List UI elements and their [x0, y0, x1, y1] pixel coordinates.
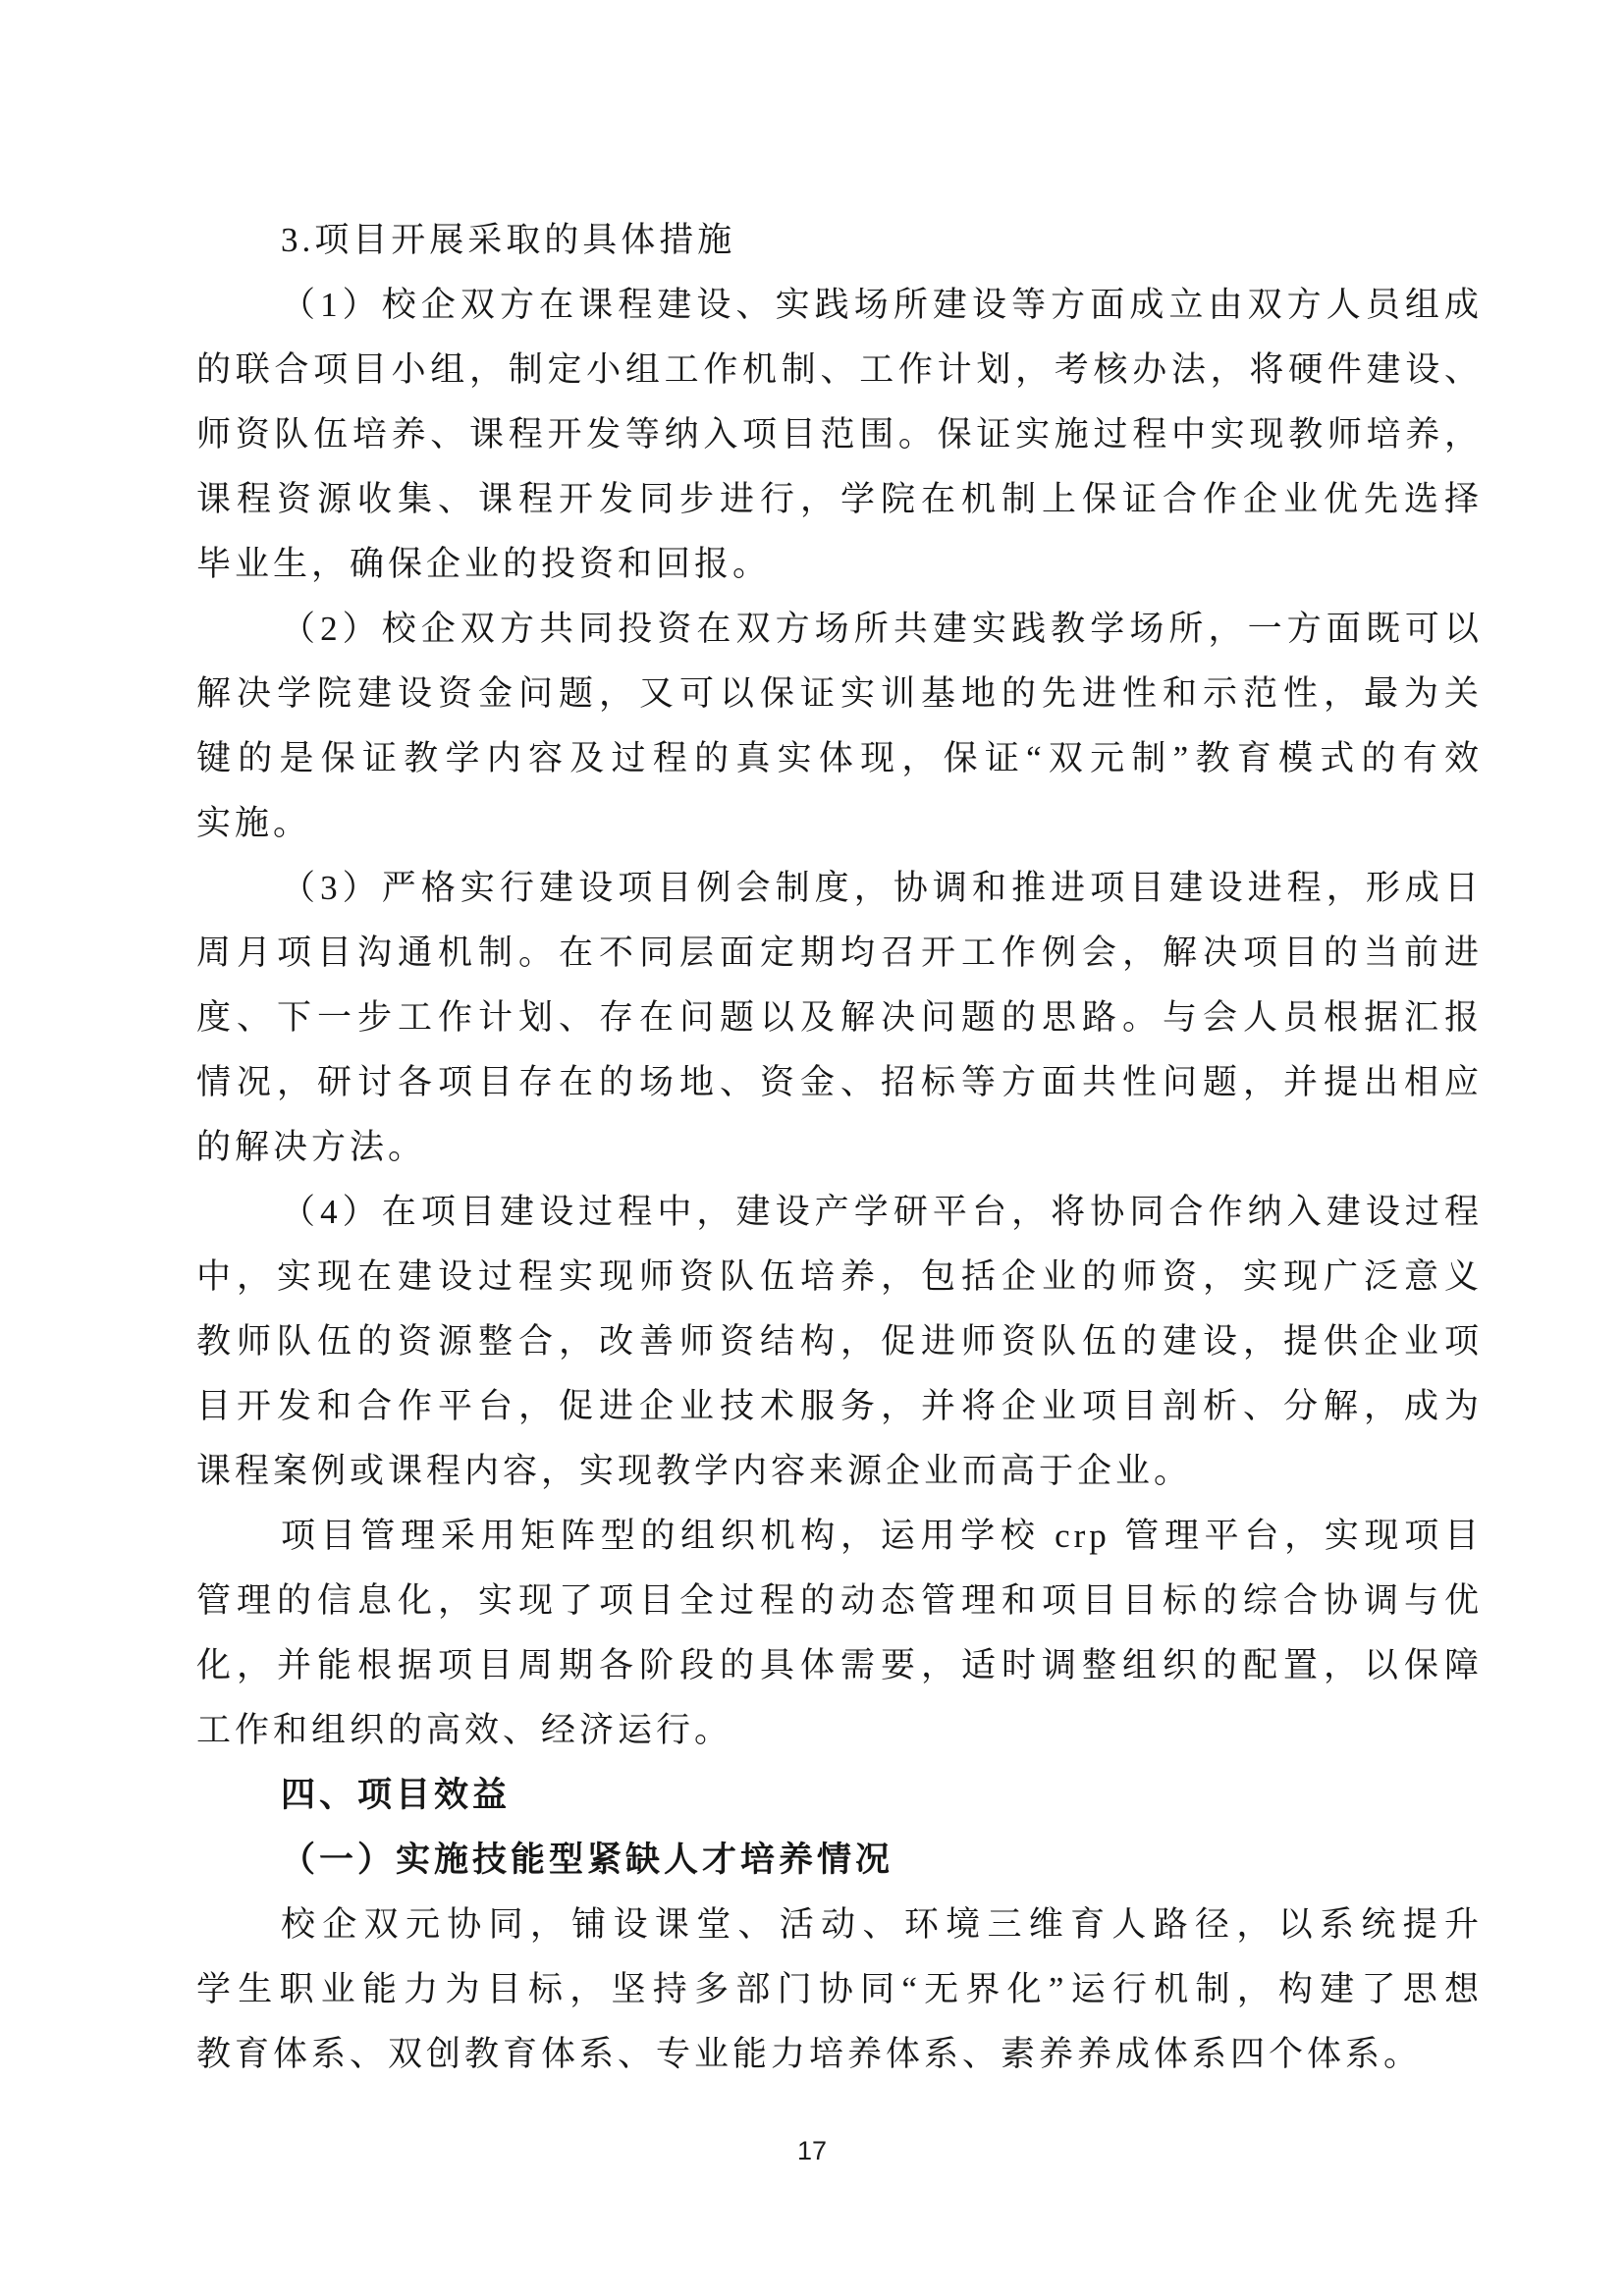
text-line: 课程案例或课程内容，实现教学内容来源企业而高于企业。 — [196, 1452, 1193, 1490]
body-paragraph — [196, 1504, 1483, 1763]
text-line: 键的是保证教学内容及过程的真实体现，保证“双元制”教育模式的有效 — [196, 739, 1483, 777]
text-line: 情况，研讨各项目存在的场地、资金、招标等方面共性问题，并提出相应 — [196, 1063, 1483, 1101]
body-paragraph — [196, 1180, 1483, 1504]
text-line: 校企双元协同，铺设课堂、活动、环境三维育人路径，以系统提升 — [281, 1905, 1483, 1944]
text-line: 实施。 — [196, 804, 312, 842]
text-line: （4）在项目建设过程中，建设产学研平台，将协同合作纳入建设过程 — [281, 1193, 1483, 1231]
body-paragraph — [196, 208, 1483, 273]
heading-paragraph — [196, 1828, 1483, 1893]
text-line: 毕业生，确保企业的投资和回报。 — [196, 545, 772, 583]
text-line: 项目管理采用矩阵型的组织机构，运用学校 crp 管理平台，实现项目 — [281, 1517, 1483, 1555]
text-block — [196, 208, 1483, 2087]
text-line: 中，实现在建设过程实现师资队伍培养，包括企业的师资，实现广泛意义 — [196, 1257, 1483, 1296]
body-paragraph — [196, 273, 1483, 597]
text-line: （2）校企双方共同投资在双方场所共建实践教学场所，一方面既可以 — [281, 610, 1483, 648]
heading-line: 四、项目效益 — [281, 1776, 512, 1814]
text-line: 度、下一步工作计划、存在问题以及解决问题的思路。与会人员根据汇报 — [196, 998, 1483, 1037]
text-line: 的解决方法。 — [196, 1128, 427, 1166]
page-number: 17 — [796, 2136, 828, 2165]
text-line: 化，并能根据项目周期各阶段的具体需要，适时调整组织的配置，以保障 — [196, 1646, 1483, 1684]
text-line: 3.项目开展采取的具体措施 — [281, 221, 736, 259]
body-paragraph — [196, 1893, 1483, 2087]
body-paragraph — [196, 597, 1483, 856]
text-line: 教育体系、双创教育体系、专业能力培养体系、素养养成体系四个体系。 — [196, 2035, 1423, 2073]
text-line: （1）校企双方在课程建设、实践场所建设等方面成立由双方人员组成 — [281, 286, 1483, 324]
text-line: 教师队伍的资源整合，改善师资结构，促进师资队伍的建设，提供企业项 — [196, 1322, 1483, 1361]
heading-paragraph — [196, 1763, 1483, 1828]
text-line: 目开发和合作平台，促进企业技术服务，并将企业项目剖析、分解，成为 — [196, 1387, 1483, 1425]
body-paragraph — [196, 856, 1483, 1180]
text-line: 师资队伍培养、课程开发等纳入项目范围。保证实施过程中实现教师培养， — [196, 415, 1483, 454]
text-line: 解决学院建设资金问题，又可以保证实训基地的先进性和示范性，最为关 — [196, 674, 1483, 713]
heading-line: （一）实施技能型紧缺人才培养情况 — [281, 1841, 894, 1879]
text-line: 周月项目沟通机制。在不同层面定期均召开工作例会，解决项目的当前进 — [196, 934, 1483, 972]
text-line: 工作和组织的高效、经济运行。 — [196, 1711, 733, 1749]
text-line: 管理的信息化，实现了项目全过程的动态管理和项目目标的综合协调与优 — [196, 1581, 1483, 1620]
text-line: 课程资源收集、课程开发同步进行，学院在机制上保证合作企业优先选择 — [196, 480, 1483, 518]
text-line: （3）严格实行建设项目例会制度，协调和推进项目建设进程，形成日 — [281, 869, 1483, 907]
text-line: 学生职业能力为目标，坚持多部门协同“无界化”运行机制，构建了思想 — [196, 1970, 1483, 2008]
text-line: 的联合项目小组，制定小组工作机制、工作计划，考核办法，将硬件建设、 — [196, 350, 1483, 389]
